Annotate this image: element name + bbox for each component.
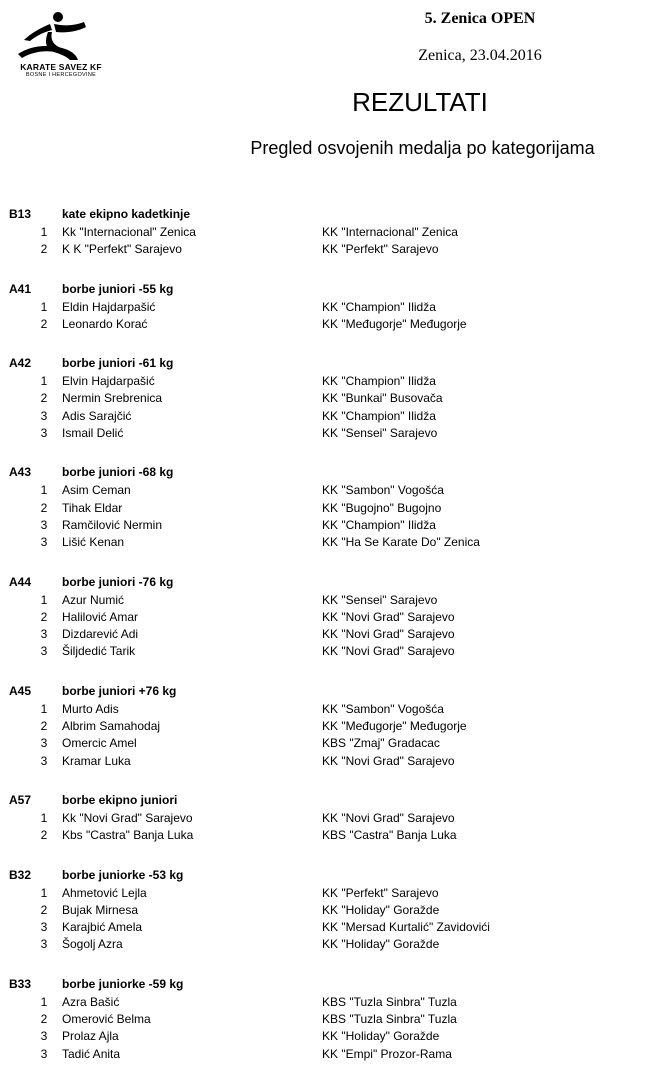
event-date: Zenica, 23.04.2016 bbox=[418, 47, 542, 64]
result-row bbox=[0, 809, 650, 826]
club-name: KK "Champion" Ilidža bbox=[322, 517, 436, 532]
result-row bbox=[0, 935, 650, 952]
result-row bbox=[0, 993, 650, 1010]
club-name: KK "Novi Grad" Sarajevo bbox=[322, 753, 455, 768]
category-name: borbe juniori -76 kg bbox=[62, 574, 174, 589]
placement-number: 3 bbox=[40, 517, 48, 532]
category-code: A57 bbox=[9, 792, 32, 807]
club-name: KK "Sensei" Sarajevo bbox=[322, 426, 438, 441]
placement-number: 3 bbox=[40, 937, 48, 952]
competitor-name: Ahmetović Lejla bbox=[62, 885, 147, 900]
result-row bbox=[0, 752, 650, 769]
placement-number: 1 bbox=[40, 810, 48, 825]
placement-number: 1 bbox=[40, 592, 48, 607]
category-header bbox=[0, 281, 650, 298]
competitor-name: Šiljdedić Tarik bbox=[62, 644, 136, 659]
competitor-name: Ramčilović Nermin bbox=[62, 517, 163, 532]
placement-number: 2 bbox=[40, 719, 48, 734]
placement-number: 3 bbox=[40, 644, 48, 659]
competitor-name: Azur Numić bbox=[62, 592, 125, 607]
result-row bbox=[0, 901, 650, 918]
club-name: KK "Bugojno" Bugojno bbox=[322, 500, 442, 515]
placement-number: 2 bbox=[40, 609, 48, 624]
placement-number: 3 bbox=[40, 736, 48, 751]
club-name: KK "Internacional" Zenica bbox=[322, 225, 458, 239]
event-title: 5. Zenica OPEN bbox=[424, 10, 536, 27]
placement-number: 3 bbox=[40, 426, 48, 441]
club-name: KK "Holiday" Goražde bbox=[322, 902, 440, 917]
placement-number: 2 bbox=[40, 1012, 48, 1027]
category-code: A43 bbox=[9, 465, 32, 480]
placement-number: 1 bbox=[40, 483, 48, 498]
club-name: KK "Ha Se Karate Do" Zenica bbox=[322, 535, 480, 550]
club-name: KK "Perfekt" Sarajevo bbox=[322, 885, 439, 900]
category-block bbox=[0, 206, 650, 258]
result-row bbox=[0, 424, 650, 441]
category-name: borbe juniori -55 kg bbox=[62, 281, 174, 296]
result-row bbox=[0, 1045, 650, 1062]
club-name: KK "Sensei" Sarajevo bbox=[322, 592, 438, 607]
placement-number: 1 bbox=[40, 885, 48, 900]
club-name: KK "Bunkai" Busovača bbox=[322, 391, 443, 406]
club-name: KBS "Tuzla Sinbra" Tuzla bbox=[322, 994, 457, 1009]
placement-number: 3 bbox=[40, 1029, 48, 1044]
competitor-name: Leonardo Korać bbox=[62, 316, 148, 331]
category-header bbox=[0, 976, 650, 993]
competitor-name: Kramar Luka bbox=[62, 753, 131, 768]
category-name: borbe juniori -68 kg bbox=[62, 465, 174, 480]
category-header bbox=[0, 574, 650, 591]
result-row bbox=[0, 884, 650, 901]
placement-number: 1 bbox=[40, 225, 48, 239]
category-code: A42 bbox=[9, 356, 32, 371]
placement-number: 3 bbox=[40, 1046, 48, 1061]
placement-number: 3 bbox=[40, 535, 48, 550]
competitor-name: Nermin Srebrenica bbox=[62, 391, 163, 406]
club-name: KK "Međugorje" Međugorje bbox=[322, 719, 467, 734]
federation-logo bbox=[10, 10, 108, 80]
result-row bbox=[0, 608, 650, 625]
club-name: KK "Champion" Ilidža bbox=[322, 299, 436, 314]
category-name: borbe ekipno juniori bbox=[62, 792, 178, 807]
placement-number: 2 bbox=[40, 500, 48, 515]
result-row bbox=[0, 223, 650, 240]
club-name: KK "Perfekt" Sarajevo bbox=[322, 242, 439, 257]
placement-number: 2 bbox=[40, 902, 48, 917]
competitor-name: K K "Perfekt" Sarajevo bbox=[62, 242, 182, 257]
club-name: KK "Champion" Ilidža bbox=[322, 408, 436, 423]
competitor-name: Šogolj Azra bbox=[62, 937, 123, 952]
club-name: KK "Novi Grad" Sarajevo bbox=[322, 810, 455, 825]
competitor-name: Omerović Belma bbox=[62, 1012, 151, 1027]
placement-number: 3 bbox=[40, 627, 48, 642]
club-name: KK "Holiday" Goražde bbox=[322, 1029, 440, 1044]
category-name: kate ekipno kadetkinje bbox=[62, 207, 191, 221]
competitor-name: Omercic Amel bbox=[62, 736, 137, 751]
result-row bbox=[0, 717, 650, 734]
category-name: borbe juniori -61 kg bbox=[62, 356, 174, 371]
result-row bbox=[0, 533, 650, 550]
club-name: KBS "Castra" Banja Luka bbox=[322, 828, 457, 843]
category-name: borbe juniori +76 kg bbox=[62, 683, 177, 698]
competitor-name: Asim Ceman bbox=[62, 483, 131, 498]
result-row bbox=[0, 1010, 650, 1027]
result-row bbox=[0, 625, 650, 642]
placement-number: 2 bbox=[40, 242, 48, 257]
competitor-name: Kk "Internacional" Zenica bbox=[62, 225, 196, 239]
page-title: REZULTATI bbox=[352, 87, 488, 117]
competitor-name: Elvin Hajdarpašić bbox=[62, 374, 155, 389]
result-row bbox=[0, 240, 650, 257]
competitor-name: Ismail Delić bbox=[62, 426, 124, 441]
competitor-name: Adis Sarajčić bbox=[62, 408, 132, 423]
club-name: KBS "Tuzla Sinbra" Tuzla bbox=[322, 1012, 457, 1027]
category-code: A44 bbox=[9, 574, 32, 589]
club-name: KK "Holiday" Goražde bbox=[322, 937, 440, 952]
karate-figure-icon bbox=[10, 10, 108, 64]
club-name: KK "Novi Grad" Sarajevo bbox=[322, 627, 455, 642]
club-name: KK "Mersad Kurtalić" Zavidovići bbox=[322, 920, 490, 935]
result-row bbox=[0, 918, 650, 935]
category-code: A41 bbox=[9, 281, 32, 296]
competitor-name: Tadić Anita bbox=[62, 1046, 121, 1061]
competitor-name: Bujak Mirnesa bbox=[62, 902, 139, 917]
category-code: B32 bbox=[9, 867, 32, 882]
category-block bbox=[0, 792, 650, 844]
placement-number: 3 bbox=[40, 408, 48, 423]
results-list bbox=[0, 206, 650, 1085]
placement-number: 3 bbox=[40, 753, 48, 768]
category-block bbox=[0, 355, 650, 441]
category-block bbox=[0, 574, 650, 660]
competitor-name: Eldin Hajdarpašić bbox=[62, 299, 156, 314]
placement-number: 1 bbox=[40, 374, 48, 389]
result-row bbox=[0, 499, 650, 516]
category-block bbox=[0, 683, 650, 769]
competitor-name: Albrim Samahodaj bbox=[62, 719, 161, 734]
club-name: KK "Sambon" Vogošća bbox=[322, 701, 444, 716]
competitor-name: Murto Adis bbox=[62, 701, 119, 716]
result-row bbox=[0, 407, 650, 424]
placement-number: 2 bbox=[40, 316, 48, 331]
competitor-name: Lišić Kenan bbox=[62, 535, 125, 550]
club-name: KK "Novi Grad" Sarajevo bbox=[322, 609, 455, 624]
result-row bbox=[0, 1027, 650, 1044]
club-name: KK "Empi" Prozor-Rama bbox=[322, 1046, 452, 1061]
placement-number: 2 bbox=[40, 828, 48, 843]
competitor-name: Halilović Amar bbox=[62, 609, 139, 624]
competitor-name: Kk "Novi Grad" Sarajevo bbox=[62, 810, 193, 825]
category-header bbox=[0, 683, 650, 700]
result-row bbox=[0, 700, 650, 717]
category-header bbox=[0, 792, 650, 809]
logo-subtext: BOSNE I HERCEGOVINE bbox=[25, 72, 97, 78]
category-code: A45 bbox=[9, 683, 32, 698]
category-code: B13 bbox=[9, 207, 32, 221]
result-row bbox=[0, 591, 650, 608]
placement-number: 1 bbox=[40, 994, 48, 1009]
category-block bbox=[0, 867, 650, 953]
result-row bbox=[0, 481, 650, 498]
category-block bbox=[0, 281, 650, 333]
competitor-name: Dizdarević Adi bbox=[62, 627, 139, 642]
competitor-name: Azra Bašić bbox=[62, 994, 120, 1009]
club-name: KK "Novi Grad" Sarajevo bbox=[322, 644, 455, 659]
category-code: B33 bbox=[9, 976, 32, 991]
result-row bbox=[0, 372, 650, 389]
result-row bbox=[0, 826, 650, 843]
competitor-name: Karajbić Amela bbox=[62, 920, 143, 935]
competitor-name: Tihak Eldar bbox=[62, 500, 123, 515]
result-row bbox=[0, 298, 650, 315]
placement-number: 1 bbox=[40, 299, 48, 314]
result-row bbox=[0, 516, 650, 533]
club-name: KK "Sambon" Vogošća bbox=[322, 483, 444, 498]
category-header bbox=[0, 355, 650, 372]
category-name: borbe juniorke -59 kg bbox=[62, 976, 184, 991]
category-header bbox=[0, 206, 650, 223]
competitor-name: Kbs "Castra" Banja Luka bbox=[62, 828, 194, 843]
result-row bbox=[0, 642, 650, 659]
result-row bbox=[0, 734, 650, 751]
logo-text: KARATE SAVEZ KF bbox=[20, 62, 102, 72]
club-name: KK "Champion" Ilidža bbox=[322, 374, 436, 389]
category-name: borbe juniorke -53 kg bbox=[62, 867, 184, 882]
club-name: KBS "Zmaj" Gradacac bbox=[322, 736, 440, 751]
page-subtitle: Pregled osvojenih medalja po kategorijama bbox=[250, 138, 595, 158]
category-block bbox=[0, 464, 650, 550]
result-row bbox=[0, 315, 650, 332]
category-block bbox=[0, 976, 650, 1062]
category-header bbox=[0, 867, 650, 884]
placement-number: 1 bbox=[40, 701, 48, 716]
competitor-name: Prolaz Ajla bbox=[62, 1029, 119, 1044]
result-row bbox=[0, 389, 650, 406]
placement-number: 3 bbox=[40, 920, 48, 935]
placement-number: 2 bbox=[40, 391, 48, 406]
category-header bbox=[0, 464, 650, 481]
club-name: KK "Međugorje" Međugorje bbox=[322, 316, 467, 331]
